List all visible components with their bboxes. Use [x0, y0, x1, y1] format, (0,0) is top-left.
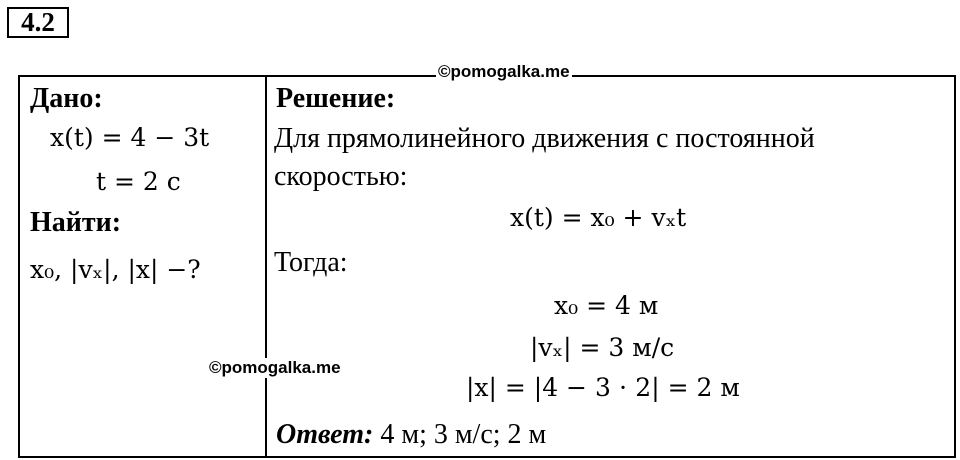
watermark-bottom: ©pomogalka.me: [209, 358, 341, 377]
result-velocity: |vₓ| = 3 м/с: [530, 333, 675, 362]
result-x0: x₀ = 4 м: [554, 291, 659, 320]
given-equation-time: t = 2 с: [96, 167, 181, 196]
solution-text-line1: Для прямолинейного движения с постоянной: [274, 123, 815, 154]
answer-label: Ответ:: [276, 419, 374, 450]
find-heading: Найти:: [30, 207, 122, 238]
solution-text-line2: скоростью:: [274, 161, 408, 192]
column-divider: [265, 77, 267, 456]
answer-text: 4 м; 3 м/с; 2 м: [380, 419, 547, 450]
result-position: |x| = |4 − 3 ⋅ 2| = 2 м: [466, 373, 740, 402]
given-equation-position: x(t) = 4 − 3t: [50, 123, 210, 152]
solution-table: [18, 75, 956, 458]
watermark-top: ©pomogalka.me: [438, 62, 570, 81]
given-heading: Дано:: [30, 83, 103, 114]
solution-heading: Решение:: [276, 83, 396, 114]
solution-formula: x(t) = x₀ + vₓt: [510, 203, 687, 232]
problem-number: 4.2: [7, 7, 69, 38]
solution-then: Тогда:: [274, 247, 348, 278]
answer-line: [276, 421, 546, 449]
find-expression: x₀, |vₓ|, |x| −?: [30, 255, 201, 284]
